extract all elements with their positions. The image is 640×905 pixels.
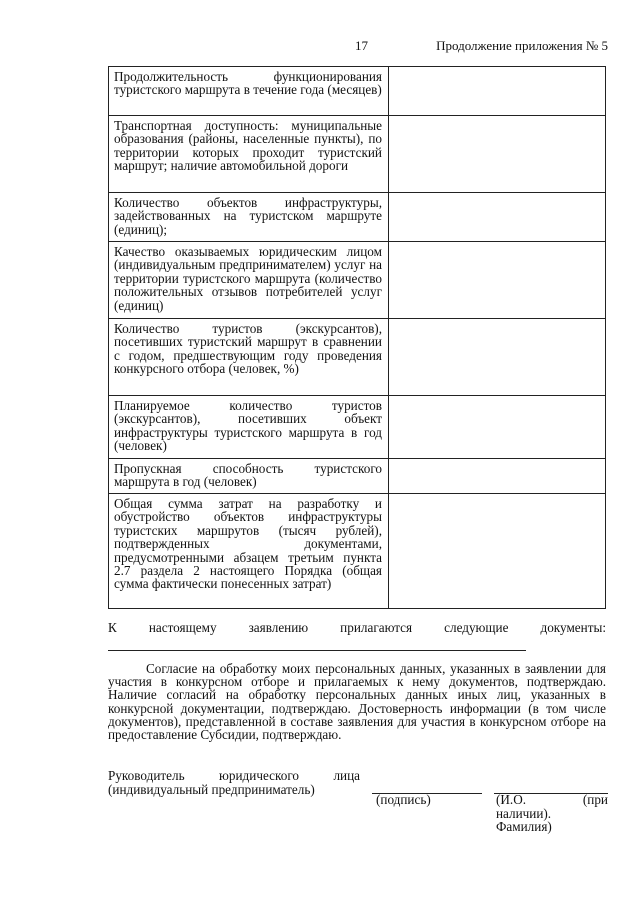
row-label: Пропускная способность туристского маршрута в год (человек) [109,459,389,494]
row-label: Количество туристов (экскурсантов), посетивших туристский маршрут в сравнении с годом, предшествующим году проведения конкурсного отбора (человек, %) [109,319,389,396]
row-value-field[interactable] [389,67,606,116]
signatory-role [108,769,360,796]
table-row [109,67,606,116]
application-table [108,66,606,609]
row-label: Качество оказываемых юридическим лицом (индивидуальным предпринимателем) услуг на территории туристского маршрута (количество положительных отзывов потребителей услуг (единиц) [109,242,389,319]
row-value-field[interactable] [389,319,606,396]
attachments-heading: К настоящему заявлению прилагаются следующие документы: [108,620,606,635]
row-value-field[interactable] [389,116,606,193]
signature-caption: (подпись) [376,792,431,807]
row-label: Планируемое количество туристов (экскурсантов), посетивших объект инфраструктуры туристского маршрута в год (человек) [109,396,389,459]
table-row [109,396,606,459]
row-label: Продолжительность функционирования туристского маршрута в течение года (месяцев) [109,67,389,116]
row-value-field[interactable] [389,193,606,242]
signatory-role-line2: (индивидуальный предприниматель) [108,781,315,797]
table-row [109,193,606,242]
row-value-field[interactable] [389,396,606,459]
signatory-role-line1: Руководитель юридического лица [108,768,360,783]
table-row [109,459,606,494]
row-value-field[interactable] [389,494,606,609]
row-label: Общая сумма затрат на разработку и обустройство объектов инфраструктуры туристских маршрутов (тысяч рублей), подтвержденных документами, предусмотренными абзацем третьим пункта 2.7 раздела 2 настоящего Порядка (общая сумма фактически понесенных затрат) [109,494,389,609]
continuation-label: Продолжение приложения № 5 [436,38,608,53]
name-caption: (И.О. (при наличии). Фамилия) [496,792,608,835]
row-label: Транспортная доступность: муниципальные образования (районы, населенные пункты), по территории которых проходит туристский маршрут; наличие автомобильной дороги [109,116,389,193]
page-number: 17 [355,38,368,53]
row-value-field[interactable] [389,459,606,494]
consent-paragraph: Согласие на обработку моих персональных данных, указанных в заявлении для участия в конкурсном отборе и прилагаемых к нему документов, подтверждаю. Наличие согласий на обработку персональных данных иных лиц, указанных в конкурсной документации, подтверждаю. Достоверность информации (в том числе документов), представленной в составе заявления для участия в конкурсном отборе на предоставление Субсидии, подтверждаю. [108,661,606,743]
attachments-fill-line[interactable] [108,650,526,651]
table-row [109,494,606,609]
row-label: Количество объектов инфраструктуры, задействованных на туристском маршруте (единиц); [109,193,389,242]
row-value-field[interactable] [389,242,606,319]
table-row [109,242,606,319]
table-row [109,319,606,396]
table-row [109,116,606,193]
